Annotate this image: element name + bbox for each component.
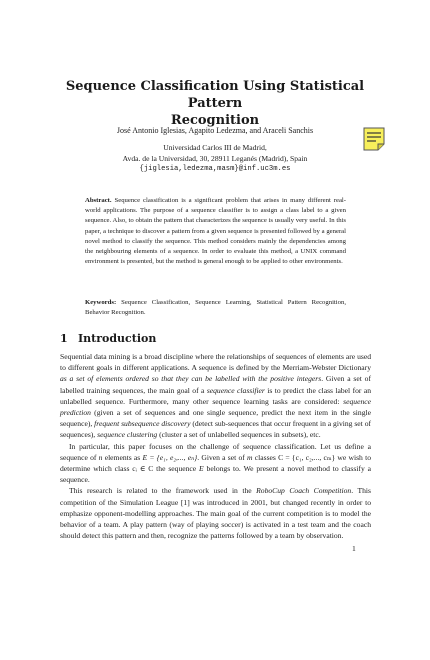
- abstract-label: Abstract.: [85, 197, 112, 204]
- text-run: (detect sub-sequences that occur frequent in a giving set of sequences),: [60, 419, 372, 440]
- text-run: (given a set of sequences and one single sequence, predict the next item in the single sequence),: [60, 408, 371, 429]
- emphasis: RoboCup Coach Competition: [256, 486, 352, 496]
- emphasis: frequent subsequence discovery: [94, 419, 191, 429]
- keywords: [85, 298, 346, 318]
- emphasis: sequence prediction: [60, 396, 371, 418]
- keywords-text: Sequence Classification, Sequence Learning, Statistical Pattern Recognition, Behavior Recognition.: [85, 299, 347, 317]
- title-line-2: Recognition: [170, 113, 260, 128]
- affiliation-line-2: Avda. de la Universidad, 30, 28911 Leganés (Madrid), Spain: [122, 154, 308, 163]
- text-run: In particular, this paper focuses on the challenge of sequence classification. Let us define a sequence of: [60, 441, 371, 462]
- emphasis: sequence classifier: [206, 385, 265, 395]
- text-run: . This competition of the Simulation League [1] was introduced in 2001, but changed recently in order to emphasize opponent-modelling approaches. The main goal of the current competition is to model the behavior of a team. A play pattern (way of playing soccer) is activated in a test team and the coach should detect this pattern and then, recognize the patterns followed by a team by observation.: [60, 486, 371, 541]
- body-text: [60, 351, 371, 541]
- text-run: (cluster a set of unlabelled sequences in subsets), etc.: [157, 430, 321, 440]
- section-number: 1: [60, 332, 68, 345]
- author-email: {jiglesia,ledezma,masm}@inf.uc3m.es: [139, 165, 291, 173]
- affiliation-line-1: Universidad Carlos III de Madrid,: [163, 143, 267, 152]
- keywords-label: Keywords:: [85, 299, 117, 306]
- section-heading: [60, 332, 370, 345]
- section-title: Introduction: [78, 332, 157, 345]
- math: E = {e₁, e₂,..., eₙ}: [142, 452, 198, 462]
- text-run: belongs to. We present a novel method to classify a sequence.: [60, 464, 371, 485]
- text-run: elements as: [102, 452, 143, 462]
- abstract: [85, 196, 346, 267]
- math: m: [247, 452, 253, 462]
- title-line-1: Sequence Classification Using Statistical Pattern: [65, 79, 365, 111]
- emphasis: sequence clustering: [97, 430, 158, 440]
- text-run: classes C = {c₁, c₂,..., cₘ} we wish to determine which class cᵢ ∈ C the sequence: [60, 452, 372, 474]
- math: n: [98, 452, 103, 462]
- paragraph-1: [60, 351, 371, 441]
- text-run: . Given a set of: [197, 452, 248, 462]
- paragraph-2: [60, 441, 371, 486]
- math: E: [199, 464, 204, 474]
- text-run: is to predict the class label for an unlabelled sequence. Furthermore, many other sequence learning tasks are considered:: [60, 385, 371, 406]
- text-run: . Given a set of labelled training sequences, the main goal of a: [60, 374, 371, 395]
- emphasis: as a set of elements ordered so that they can be labelled with the positive integers: [60, 374, 322, 384]
- authors: José Antonio Iglesias, Agapito Ledezma, and Araceli Sanchis: [116, 126, 314, 135]
- paper-title: [50, 78, 380, 129]
- abstract-text: Sequence classification is a significant problem that arises in many different real-world applications. The purpose of a sequence classifier is to assign a class label to a given sequence. Also, to obtain the pattern that characterizes the sequence is usually very useful. In this paper, a technique to discover a pattern from a given sequence is presented followed by a general novel method to classify the sequence. This method considers mainly the dependencies among the neighbouring elements of a sequence. In order to evaluate this method, a UNIX command environment is presented, but the method is general enough to be applied to other environments.: [85, 197, 347, 266]
- text-run: This research is related to the framework used in the: [69, 486, 257, 496]
- paragraph-3: [60, 485, 371, 541]
- page-number: 1: [352, 544, 356, 553]
- text-run: Sequential data mining is a broad discipline where the relationships of sequences of elements are used to different goals in different applications. A sequence is defined by the Merriam-Webster Dictionary: [60, 352, 371, 373]
